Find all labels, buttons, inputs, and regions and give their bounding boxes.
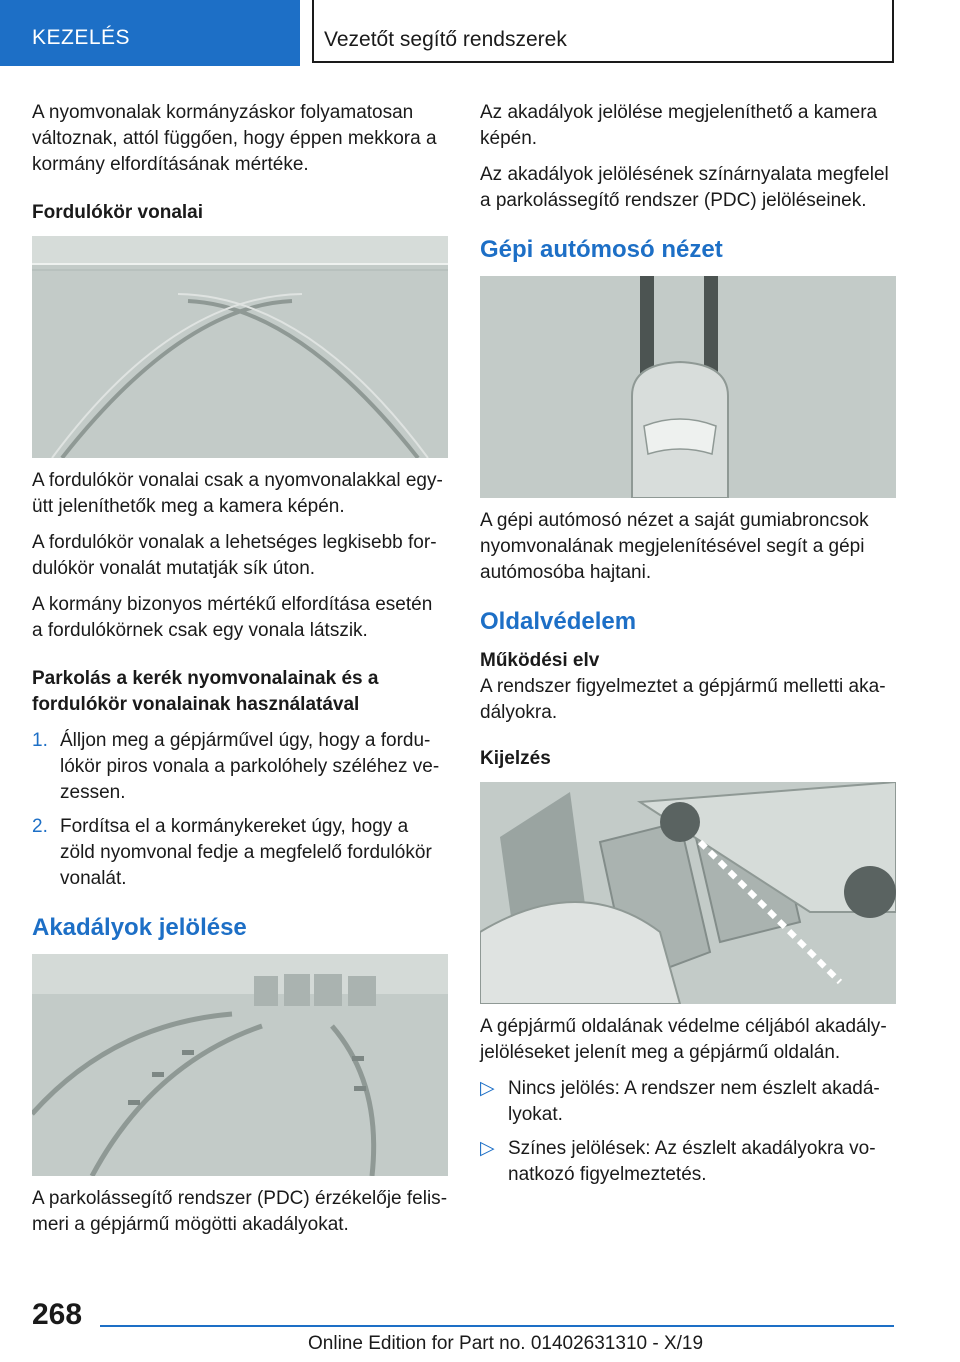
page-number: 268 <box>32 1298 83 1331</box>
paragraph: A fordulókör vonalak a lehetséges legkisebb fordulókör vonalát mutatják sík úton. <box>32 532 437 579</box>
list-item <box>480 1076 896 1128</box>
heading-obstacles: Akadályok jelölése <box>32 914 247 941</box>
heading-turning-circle: Fordulókör vonalai <box>32 202 204 223</box>
heading-display: Kijelzés <box>480 748 551 769</box>
chapter-title: Vezetőt segítő rendszerek <box>324 28 567 51</box>
parking-steps <box>32 728 448 892</box>
triangle-bullet-icon: ▷ <box>480 1138 495 1159</box>
footer-edition: Online Edition for Part no. 01402631310 - X/19 <box>308 1333 704 1354</box>
car-wash-figure <box>480 276 896 498</box>
paragraph: A gépjármű oldalának védelme céljából akadályjelöléseket jelenít meg a gépjármű oldalán. <box>480 1016 887 1063</box>
paragraph: Az akadályok jelölése megjeleníthető a kamera képén. <box>480 102 878 149</box>
triangle-bullet-icon: ▷ <box>480 1078 495 1099</box>
turning-circle-figure <box>32 236 448 458</box>
bullet-text: Színes jelölések: Az észlelt akadályokra vonatkozó figyelmeztetés. <box>508 1138 876 1185</box>
section-title: KEZELÉS <box>32 26 131 49</box>
left-column <box>32 100 448 1248</box>
side-protection-figure <box>480 782 896 1004</box>
paragraph: A rendszer figyelmeztet a gépjármű melletti akadályokra. <box>480 676 886 723</box>
paragraph: Az akadályok jelölésének színárnyalata megfelel a parkolássegítő rendszer (PDC) jelöléseinek. <box>480 164 889 211</box>
heading-car-wash: Gépi autómosó nézet <box>480 236 723 263</box>
step-number: 2. <box>32 816 48 837</box>
paragraph: A gépi autómosó nézet a saját gumiabroncsok nyomvonalának megjelenítésével segít a gépi autómosóba hajtani. <box>480 510 869 583</box>
section-tab <box>0 0 300 66</box>
list-item <box>32 814 448 892</box>
right-column <box>480 100 896 1198</box>
display-bullets <box>480 1076 896 1188</box>
obstacle-marking-figure <box>32 954 448 1176</box>
step-text: Álljon meg a gépjárművel úgy, hogy a fordulókör piros vonala a parkolóhely széléhez vezessen. <box>60 730 440 803</box>
list-item <box>32 728 448 806</box>
footer-rule <box>100 1325 894 1327</box>
step-number: 1. <box>32 730 48 751</box>
paragraph: A kormány bizonyos mértékű elfordítása esetén a fordulókörnek csak egy vonala látszik. <box>32 594 433 641</box>
paragraph: A nyomvonalak kormányzáskor folyamatosan változnak, attól függően, hogy éppen mekkora a kormány elfordításának mértéke. <box>32 102 437 175</box>
list-item <box>480 1136 896 1188</box>
paragraph: A parkolássegítő rendszer (PDC) érzékelője felismeri a gépjármű mögötti akadályokat. <box>32 1188 448 1235</box>
step-text: Fordítsa el a kormánykereket úgy, hogy a zöld nyomvonal fedje a megfelelő fordulókör vonalát. <box>60 816 432 889</box>
heading-parking: Parkolás a kerék nyomvonalainak és a fordulókör vonalainak használatával <box>32 668 379 715</box>
paragraph: A fordulókör vonalai csak a nyomvonalakkal együtt jeleníthetők meg a kamera képén. <box>32 470 443 517</box>
bullet-text: Nincs jelölés: A rendszer nem észlelt akadályokat. <box>508 1078 880 1125</box>
heading-function: Működési elv <box>480 650 600 671</box>
heading-side-protection: Oldalvédelem <box>480 608 637 635</box>
chapter-tab <box>312 0 894 63</box>
